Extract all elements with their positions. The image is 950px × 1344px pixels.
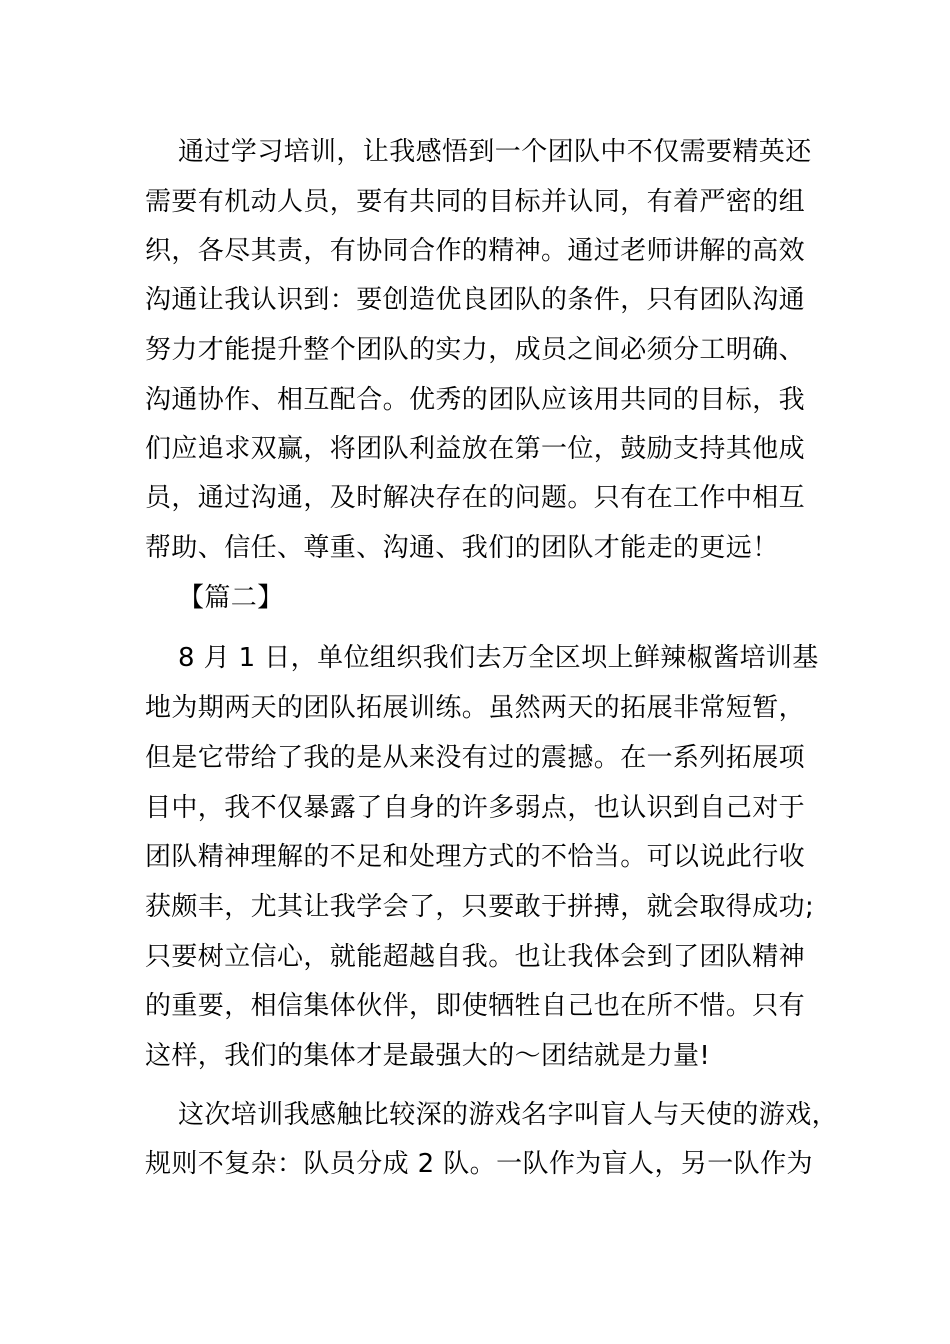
text-line: 员，通过沟通，及时解决存在的问题。只有在工作中相互	[145, 483, 806, 513]
text-line: 帮助、信任、尊重、沟通、我们的团队才能走的更远！	[145, 533, 779, 563]
text-line: 目中，我不仅暴露了自身的许多弱点，也认识到自己对于	[145, 793, 806, 823]
text-line: 需要有机动人员，要有共同的目标并认同，有着严密的组	[145, 187, 806, 217]
text-line: 沟通让我认识到：要创造优良团队的条件，只有团队沟通	[145, 285, 806, 315]
text-line: 8 月 1 日，单位组织我们去万全区坝上鲜辣椒酱培训基	[178, 643, 819, 673]
text-line: 只要树立信心，就能超越自我。也让我体会到了团队精神	[145, 942, 806, 972]
text-line: 团队精神理解的不足和处理方式的不恰当。可以说此行收	[145, 842, 806, 872]
text-line: 织，各尽其责，有协同合作的精神。通过老师讲解的高效	[145, 236, 806, 266]
text-line: 的重要，相信集体伙伴，即使牺牲自己也在所不惜。只有	[145, 991, 806, 1021]
text-line: 地为期两天的团队拓展训练。虽然两天的拓展非常短暂，	[145, 693, 806, 723]
text-line: 努力才能提升整个团队的实力，成员之间必须分工明确、	[145, 335, 806, 365]
text-line: 这次培训我感触比较深的游戏名字叫盲人与天使的游戏，	[178, 1100, 839, 1130]
text-line: 获颇丰，尤其让我学会了，只要敢于拼搏，就会取得成功;	[145, 892, 815, 922]
section-heading: 【篇二】	[178, 583, 284, 613]
text-line: 通过学习培训，让我感悟到一个团队中不仅需要精英还	[178, 137, 812, 167]
text-line: 但是它带给了我的是从来没有过的震撼。在一系列拓展项	[145, 743, 806, 773]
text-line: 沟通协作、相互配合。优秀的团队应该用共同的目标，我	[145, 385, 806, 415]
text-line: 规则不复杂：队员分成 2 队。一队作为盲人，另一队作为	[145, 1149, 813, 1179]
text-line: 们应追求双赢，将团队利益放在第一位，鼓励支持其他成	[145, 434, 806, 464]
text-line: 这样，我们的集体才是最强大的～团结就是力量!	[145, 1041, 711, 1071]
